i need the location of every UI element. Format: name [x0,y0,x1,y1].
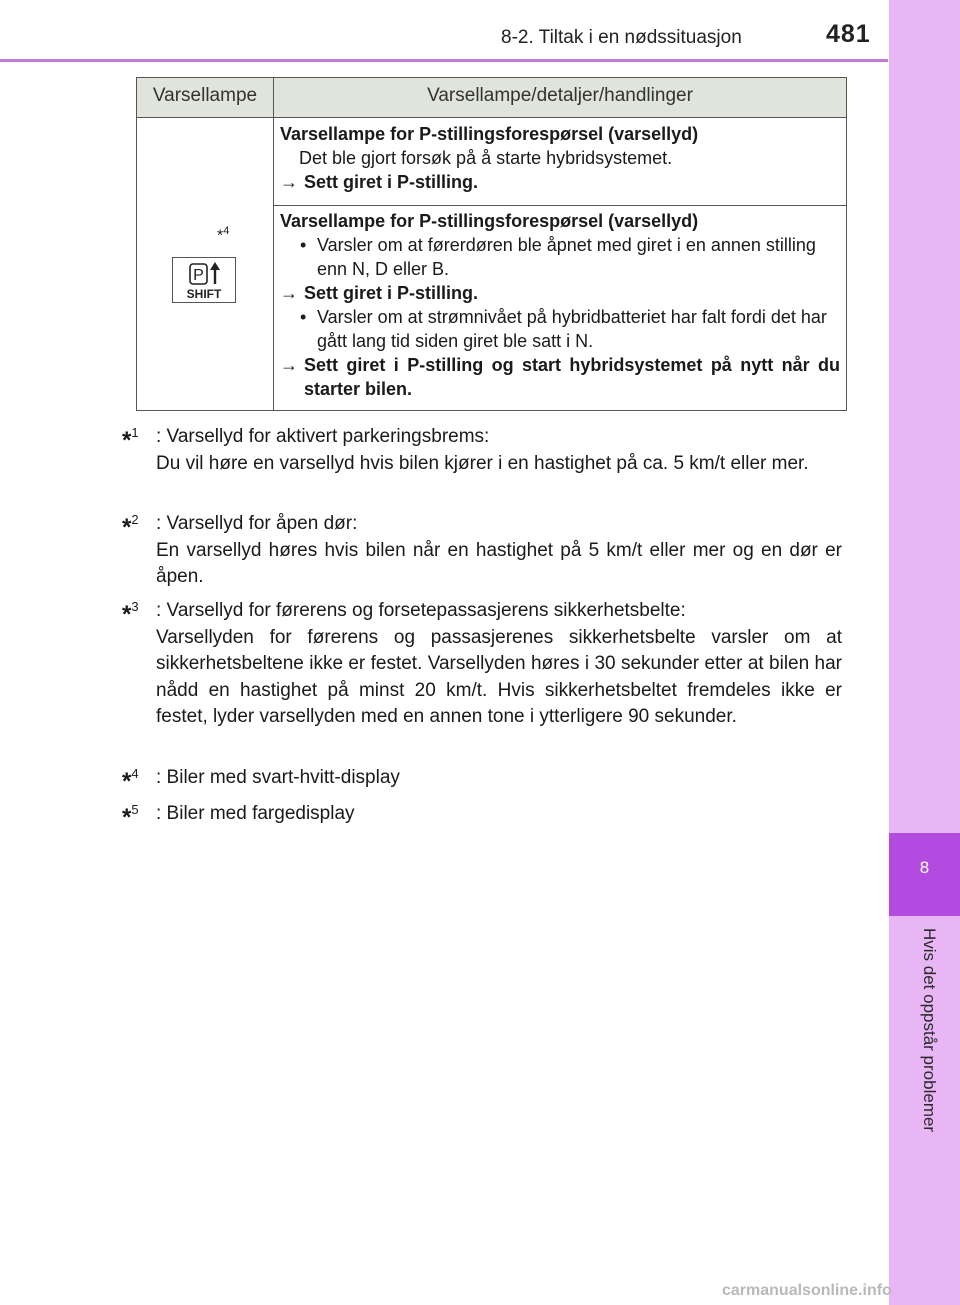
footnote-4-title: : Biler med svart-hvitt-display [156,767,400,788]
icon-footnote-mark: *$^4$ [217,225,230,245]
footnote-5: *$^5$ : Biler med fargedisplay [122,801,842,828]
column-divider [273,78,274,410]
row2-action2: → Sett giret i P-stilling og start hybridsystemet på nytt når du starter bilen. [280,355,840,399]
page-number: 481 [826,20,871,48]
chapter-title: Hvis det oppstår problemer [920,928,939,1133]
row2-cell [280,209,840,401]
row2-bullet2: • Varsler om at strømnivået på hybridbatteriet har falt fordi det har gått lang tid siden giret ble satt i N. [300,307,827,351]
row1-detail: Det ble gjort forsøk på å starte hybridsystemet. [299,148,673,168]
p-shift-letter: P [193,267,204,284]
footnote-5-title: : Biler med fargedisplay [156,803,355,824]
footnote-2-text: En varsellyd høres hvis bilen når en hastighet på 5 km/t eller mer og en dør er åpen. [156,539,842,587]
row1-action: → Sett giret i P-stilling. [280,172,479,192]
table-header-row [137,78,846,118]
row2-bullet1: • Varsler om at førerdøren ble åpnet med giret i en annen stilling enn N, D eller B. [300,235,816,279]
footnote-3-title: : Varsellyd for førerens og forsetepassasjerens sikkerhetsbelte: [156,600,686,621]
arrow-icon: → [280,355,298,375]
row1-title: Varsellampe for P-stillingsforespørsel (varsellyd) [280,124,699,144]
footnote-4: *$^4$ : Biler med svart-hvitt-display [122,765,842,792]
footnote-3: *$^3$ : Varsellyd for førerens og forsetepassasjerens sikkerhetsbelte: Varsellyden for førerens og passasjerenes sikkerhetsbelte varsler om at sikkerhetsbeltene ikke er festet. Varsellyden høres i 30 sekunder etter at bilen har nådd en hastighet på minst 20 km/t. Hvis sikkerhetsbeltet fremdeles ikke er festet, lyder varsellyden med en annen tone i ytterligere 90 sekunder. [122,598,842,731]
section-title: 8-2. Tiltak i en nødssituasjon [501,27,742,48]
footnote-1-title: : Varsellyd for aktivert parkeringsbrems: [156,426,490,447]
bullet-icon: • [300,235,307,255]
footnote-1-text: Du vil høre en varsellyd hvis bilen kjører i en hastighet på ca. 5 km/t eller mer. [156,452,809,474]
row2-action1: → Sett giret i P-stilling. [280,283,479,303]
header-rule [0,59,888,62]
watermark: carmanualsonline.info [722,1282,892,1299]
footnote-2-title: : Varsellyd for åpen dør: [156,513,358,534]
footnote-3-text: Varsellyden for førerens og passasjerenes sikkerhetsbelte varsler om at sikkerhetsbeltene ikke er festet. Varsellyden høres i 30 sekunder etter at bilen har nådd en hastighet på minst 20 km/t. Hvis sikkerhetsbeltet fremdeles ikke er festet, lyder varsellyden med en annen tone i ytterligere 90 sekunder. [156,626,842,727]
chapter-number: 8 [919,858,930,877]
table-header-details: Varsellampe/detaljer/handlinger [427,85,693,106]
row2-title: Varsellampe for P-stillingsforespørsel (varsellyd) [280,211,699,231]
table-header-lamp: Varsellampe [152,85,258,106]
p-shift-warning-icon [172,257,236,303]
arrow-icon: → [280,172,298,192]
footnote-1: *$^1$ : Varsellyd for aktivert parkeringsbrems: Du vil høre en varsellyd hvis bilen kjører i en hastighet på ca. 5 km/t eller mer. [122,424,842,477]
footnote-2: *$^2$ : Varsellyd for åpen dør: En varsellyd høres hvis bilen når en hastighet på 5 km/t eller mer og en dør er åpen. [122,511,842,591]
row1-cell [280,122,840,194]
bullet-icon: • [300,307,307,327]
p-shift-label: SHIFT [186,287,222,301]
warning-light-table [136,77,847,411]
arrow-icon: → [280,283,298,303]
row-divider [274,205,846,206]
